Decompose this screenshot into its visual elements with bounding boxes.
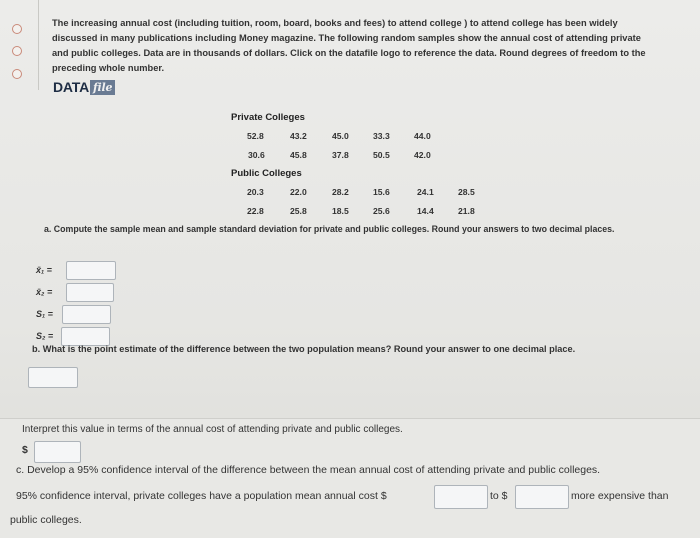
private-colleges-heading: Private Colleges — [231, 112, 305, 123]
public-cell: 24.1 — [417, 187, 434, 197]
mean-public-label: x̄₂ = — [36, 287, 53, 297]
public-cell: 20.3 — [247, 187, 264, 197]
private-cell: 30.6 — [248, 150, 265, 160]
public-cell: 28.5 — [458, 187, 475, 197]
point-estimate-input[interactable] — [28, 367, 78, 388]
sd-private-label: S₁ = — [36, 309, 53, 319]
part-b-text: b. What is the point estimate of the difference between the two population means? Round your answer to one decimal place. — [32, 344, 576, 354]
sd-private-input[interactable] — [62, 305, 111, 324]
private-cell: 45.8 — [290, 150, 307, 160]
bottom-panel — [0, 418, 700, 538]
ci-to-label: to $ — [490, 490, 508, 502]
private-cell: 33.3 — [373, 131, 390, 141]
private-cell: 37.8 — [332, 150, 349, 160]
part-c-text: c. Develop a 95% confidence interval of the difference between the mean annual cost of attending private and public colleges. — [16, 464, 601, 476]
ci-prefix-text: 95% confidence interval, private colleges have a population mean annual cost $ — [16, 490, 387, 502]
radio-option-3[interactable] — [12, 69, 22, 79]
interpret-amount-input[interactable] — [34, 441, 81, 463]
public-cell: 25.6 — [373, 206, 390, 216]
public-cell: 28.2 — [332, 187, 349, 197]
ci-suffix-text: more expensive than — [571, 490, 669, 502]
public-cell: 22.8 — [247, 206, 264, 216]
ci-end-text: public colleges. — [10, 514, 82, 526]
public-cell: 25.8 — [290, 206, 307, 216]
datafile-label: DATA — [53, 79, 90, 95]
private-cell: 50.5 — [373, 150, 390, 160]
private-cell: 44.0 — [414, 131, 431, 141]
datafile-tag: file — [90, 80, 115, 95]
private-cell: 45.0 — [332, 131, 349, 141]
mean-private-input[interactable] — [66, 261, 116, 280]
radio-option-2[interactable] — [12, 46, 22, 56]
ci-lower-input[interactable] — [434, 485, 488, 509]
currency-symbol: $ — [22, 444, 28, 456]
private-cell: 42.0 — [414, 150, 431, 160]
datafile-logo[interactable] — [53, 77, 115, 97]
public-cell: 18.5 — [332, 206, 349, 216]
public-colleges-heading: Public Colleges — [231, 168, 302, 179]
question-nav-rail — [0, 0, 39, 90]
private-cell: 52.8 — [247, 131, 264, 141]
public-cell: 22.0 — [290, 187, 307, 197]
sd-public-label: S₂ = — [36, 331, 54, 341]
mean-private-label: x̄₁ = — [36, 265, 52, 275]
public-cell: 21.8 — [458, 206, 475, 216]
mean-public-input[interactable] — [66, 283, 114, 302]
ci-upper-input[interactable] — [515, 485, 569, 509]
radio-option-1[interactable] — [12, 24, 22, 34]
interpret-text: Interpret this value in terms of the annual cost of attending private and public colleges. — [22, 424, 403, 435]
public-cell: 15.6 — [373, 187, 390, 197]
question-intro: The increasing annual cost (including tuition, room, board, books and fees) to attend college ) to attend college has been widely discussed in many publications including Money magazine. The following random samples show the annual cost of attending private and public colleges. Data are in thousands of dollars. Click on the datafile logo to reference the data. Round degrees of freedom to the preceding whole number. — [52, 18, 646, 73]
public-cell: 14.4 — [417, 206, 434, 216]
private-cell: 43.2 — [290, 131, 307, 141]
part-a-text: a. Compute the sample mean and sample standard deviation for private and public colleges. Round your answers to two decimal places. — [44, 224, 615, 234]
